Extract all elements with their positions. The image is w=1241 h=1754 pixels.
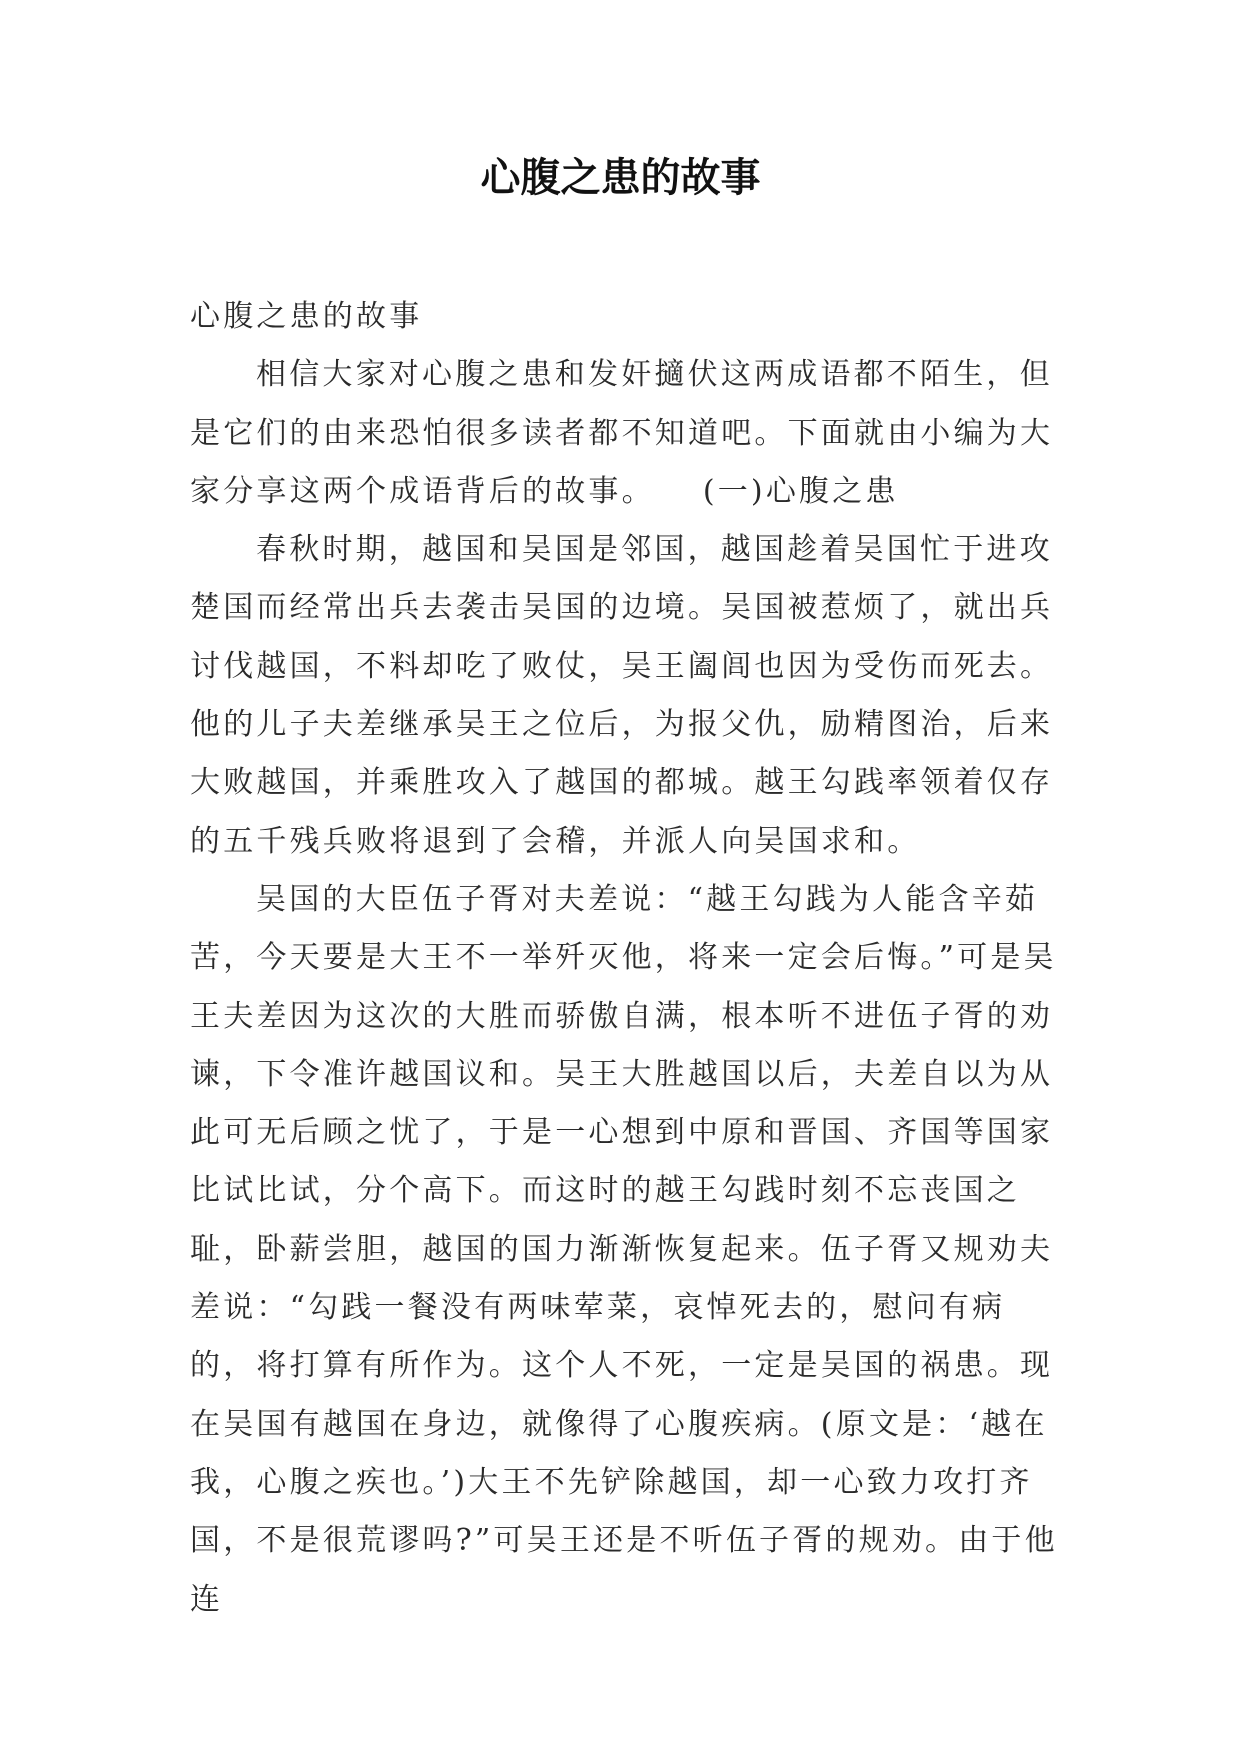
document-title: 心腹之患的故事 <box>480 154 761 201</box>
document-subtitle: 心腹之患的故事 <box>190 299 423 334</box>
section-heading: (一)心腹之患 <box>702 473 899 509</box>
document-body <box>190 288 1060 1629</box>
intro-paragraph <box>190 346 1060 521</box>
body-paragraph: 吴国的大臣伍子胥对夫差说：“越王勾践为人能含辛茹苦，今天要是大王不一举歼灭他，将来一定会后悔。”可是吴王夫差因为这次的大胜而骄傲自满，根本听不进伍子胥的劝谏，下令准许越国议和。吴王大胜越国以后，夫差自以为从此可无后顾之忧了，于是一心想到中原和晋国、齐国等国家比试比试，分个高下。而这时的越王勾践时刻不忘丧国之耻，卧薪尝胆，越国的国力渐渐恢复起来。伍子胥又规劝夫差说：“勾践一餐没有两味荤菜，哀悼死去的，慰问有病的，将打算有所作为。这个人不死，一定是吴国的祸患。现在吴国有越国在身边，就像得了心腹疾病。(原文是：‘越在我，心腹之疾也。’)大王不先铲除越国，却一心致力攻打齐国，不是很荒谬吗?”可吴王还是不听伍子胥的规劝。由于他连 <box>190 881 1058 1617</box>
body-paragraph: 春秋时期，越国和吴国是邻国，越国趁着吴国忙于进攻楚国而经常出兵去袭击吴国的边境。吴国被惹烦了，就出兵讨伐越国，不料却吃了败仗，吴王阖闾也因为受伤而死去。他的儿子夫差继承吴王之位后，为报父仇，励精图治，后来大败越国，并乘胜攻入了越国的都城。越王勾践率领着仅存的五千残兵败将退到了会稽，并派人向吴国求和。 <box>190 532 1054 859</box>
intro-text: 相信大家对心腹之患和发奸擿伏这两成语都不陌生，但是它们的由来恐怕很多读者都不知道吧。下面就由小编为大家分享这两个成语背后的故事。 <box>190 357 1054 509</box>
